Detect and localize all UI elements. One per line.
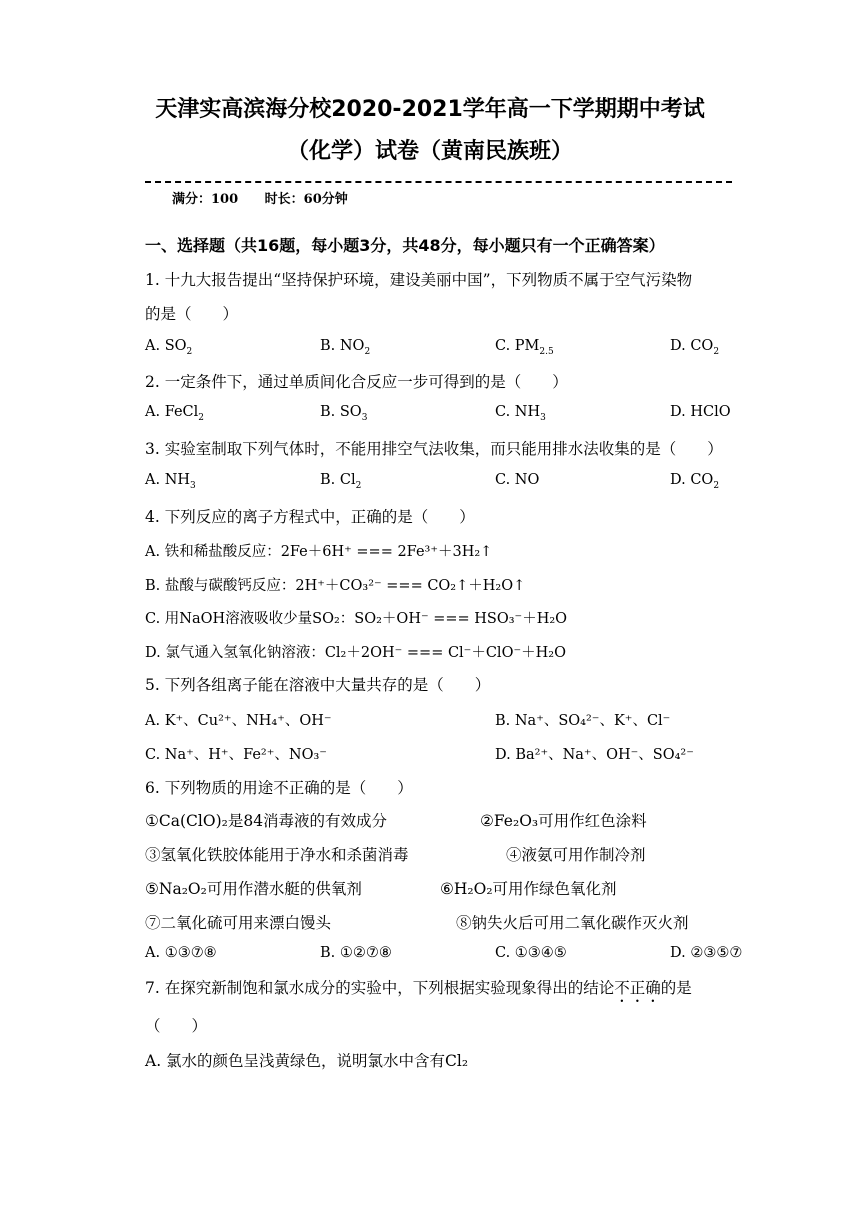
q2-option-c: C. $NH_3$ <box>495 404 546 423</box>
q4-option-d: D. 氯气通入氢氧化钠溶液：Cl₂＋2OH⁻ === Cl⁻＋ClO⁻＋H₂O <box>145 645 566 661</box>
q6-item-4: ④液氨可用作制冷剂 <box>506 846 646 864</box>
q5-option-c: C. Na⁺、H⁺、Fe²⁺、NO₃⁻ <box>145 747 327 763</box>
q2-stem: 2. 一定条件下，通过单质间化合反应一步可得到的是（ ） <box>145 373 568 391</box>
q7-stem-line1: 7. 在探究新制饱和氯水成分的实验中，下列根据实验现象得出的结论不正确的是 <box>145 979 692 997</box>
q3-option-c: C. NO <box>495 472 540 488</box>
q1-stem-line2: 的是（ ） <box>145 305 239 323</box>
full-score: 满分：100 <box>172 192 239 207</box>
q3-option-b: B. $Cl_2$ <box>320 472 362 491</box>
q1-option-a: A. $SO_2$ <box>145 338 193 357</box>
q6-item-2: ②Fe₂O₃可用作红色涂料 <box>480 812 647 830</box>
q3-option-a: A. $NH_3$ <box>145 472 196 491</box>
q6-option-b: B. ①②⑦⑧ <box>320 945 392 961</box>
q1-stem-line1: 1. 十九大报告提出“坚持保护环境，建设美丽中国”，下列物质不属于空气污染物 <box>145 271 693 289</box>
q3-stem: 3. 实验室制取下列气体时，不能用排空气法收集，而只能用排水法收集的是（ ） <box>145 440 723 458</box>
q6-option-a: A. ①③⑦⑧ <box>145 945 217 961</box>
q7-emphasis: 不正确 <box>614 979 661 997</box>
duration: 时长：60分钟 <box>264 192 348 207</box>
header-divider <box>145 181 732 183</box>
q6-item-7: ⑦二氧化硫可用来漂白馒头 <box>145 914 332 932</box>
q1-option-b: B. $NO_2$ <box>320 338 371 357</box>
exam-title-line1: 天津实高滨海分校2020-2021学年高一下学期期中考试 <box>155 97 705 122</box>
q6-item-3: ③氢氧化铁胶体能用于净水和杀菌消毒 <box>145 846 409 864</box>
q4-option-c: C. 用NaOH溶液吸收少量SO₂：SO₂＋OH⁻ === HSO₃⁻＋H₂O <box>145 611 568 627</box>
q2-option-a: A. FeCl$_2$ <box>145 404 205 423</box>
q5-option-a: A. K⁺、Cu²⁺、NH₄⁺、OH⁻ <box>145 713 332 729</box>
q6-option-c: C. ①③④⑤ <box>495 945 567 961</box>
q3-option-d: D. $CO_2$ <box>670 472 720 491</box>
q6-item-8: ⑧钠失火后可用二氧化碳作灭火剂 <box>456 914 689 932</box>
exam-meta <box>172 188 370 207</box>
q6-item-5: ⑤Na₂O₂可用作潜水艇的供氧剂 <box>145 880 362 898</box>
q4-stem: 4. 下列反应的离子方程式中，正确的是（ ） <box>145 508 475 526</box>
q5-stem: 5. 下列各组离子能在溶液中大量共存的是（ ） <box>145 676 491 694</box>
section-heading: 一、选择题（共16题，每小题3分，共48分，每小题只有一个正确答案） <box>145 236 665 255</box>
q6-stem: 6. 下列物质的用途不正确的是（ ） <box>145 779 413 797</box>
q4-option-b: B. 盐酸与碳酸钙反应：2H⁺＋CO₃²⁻ === CO₂↑＋H₂O↑ <box>145 578 526 594</box>
q7-option-a: A. 氯水的颜色呈浅黄绿色，说明氯水中含有Cl₂ <box>145 1052 469 1070</box>
q4-option-a: A. 铁和稀盐酸反应：2Fe＋6H⁺ === 2Fe³⁺＋3H₂↑ <box>145 544 493 560</box>
exam-title-line2: （化学）试卷（黄南民族班） <box>286 139 573 164</box>
q5-option-d: D. Ba²⁺、Na⁺、OH⁻、SO₄²⁻ <box>495 747 694 763</box>
q2-option-b: B. $SO_3$ <box>320 404 368 423</box>
q1-option-c: C. $PM_{2.5}$ <box>495 338 554 357</box>
q5-option-b: B. Na⁺、SO₄²⁻、K⁺、Cl⁻ <box>495 713 671 729</box>
q6-item-6: ⑥H₂O₂可用作绿色氧化剂 <box>440 880 617 898</box>
q7-stem-line2: （ ） <box>145 1017 208 1035</box>
q6-item-1: ①Ca(ClO)₂是84消毒液的有效成分 <box>145 812 388 830</box>
q1-option-d: D. $CO_2$ <box>670 338 720 357</box>
q6-option-d: D. ②③⑤⑦ <box>670 945 743 961</box>
q2-option-d: D. HClO <box>670 404 731 420</box>
